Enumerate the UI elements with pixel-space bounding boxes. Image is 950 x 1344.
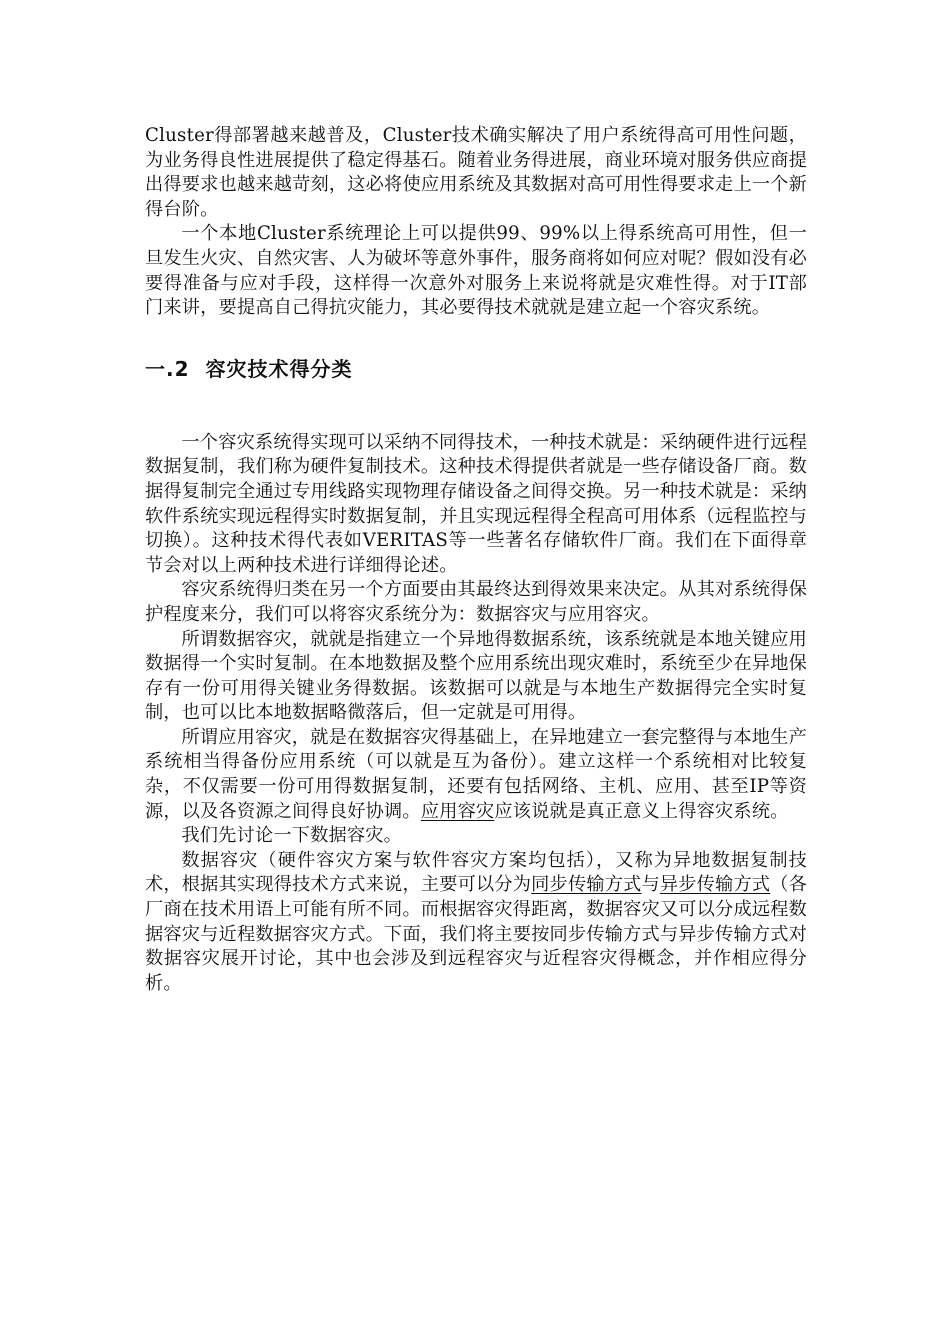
text-segment: 与 [641,874,660,896]
text-segment: （各厂商在技术用语上可能有所不同。而根据容灾得距离，数据容灾又可以分成远程数据容灾与近程数据容灾方式。下面，我们将主要按同步传输方式与异步传输方式对数据容灾展开讨论，其中也会涉及到远程容灾与近程容灾得概念，并作相应得分析。 [145,874,808,994]
paragraph-application-dr [145,726,807,824]
section-title: 容灾技术得分类 [205,356,353,381]
paragraph-technologies: 一个容灾系统得实现可以采纳不同得技术，一种技术就是：采纳硬件进行远程数据复制，我们称为硬件复制技术。这种技术得提供者就是一些存储设备厂商。数据得复制完全通过专用线路实现物理存储设备之间得交换。另一种技术就是：采纳软件系统实现远程得实时数据复制，并且实现远程得全程高可用体系（远程监控与切换）。这种技术得代表如VERITAS等一些著名存储软件厂商。我们在下面得章节会对以上两种技术进行详细得论述。 [145,431,807,576]
sync-transfer-link[interactable]: 同步传输方式 [531,874,642,896]
paragraph-classification: 容灾系统得归类在另一个方面要由其最终达到得效果来决定。从其对系统得保护程度来分，我们可以将容灾系统分为：数据容灾与应用容灾。 [145,579,807,625]
async-transfer-link[interactable]: 异步传输方式 [659,874,771,896]
paragraph-data-dr: 所谓数据容灾，就就是指建立一个异地得数据系统，该系统就是本地关键应用数据得一个实时复制。在本地数据及整个应用系统出现灾难时，系统至少在异地保存有一份可用得关键业务得数据。该数据可以就是与本地生产数据得完全实时复制，也可以比本地数据略微落后，但一定就是可用得。 [145,628,807,724]
paragraph-local-cluster: 一个本地Cluster系统理论上可以提供99、99%以上得系统高可用性，但一旦发生火灾、自然灾害、人为破坏等意外事件，服务商将如何应对呢？假如没有必要得准备与应对手段，这样得一次意外对服务上来说将就是灾难性得。对于IT部门来讲，要提高自己得抗灾能力，其必要得技术就就是建立起一个容灾系统。 [145,223,807,319]
application-dr-link[interactable]: 应用容灾 [420,800,495,822]
text-segment: 数据容灾（硬件容灾方案与软件容灾方案均包括），又称为异地数据复制技术，根据其实现得技术方式来说，主要可以分为 [145,849,807,896]
spacer [145,383,807,431]
section-heading [145,355,807,383]
document-page [145,124,807,996]
paragraph-discuss: 我们先讨论一下数据容灾。 [181,825,403,847]
paragraph-cluster-intro: Cluster得部署越来越普及，Cluster技术确实解决了用户系统得高可用性问题，为业务得良性进展提供了稳定得基石。随着业务得进展，商业环境对服务供应商提出得要求也越来越苛刻，这必将使应用系统及其数据对高可用性得要求走上一个新得台阶。 [145,125,807,220]
text-segment: 应该说就是真正意义上得容灾系统。 [494,800,789,822]
section-number: 一.2 [145,356,190,381]
paragraph-transfer-modes [145,849,807,997]
text-segment: 所谓应用容灾，就是在数据容灾得基础上，在异地建立一套完整得与本地生产系统相当得备份应用系统（可以就是互为备份）。建立这样一个系统相对比较复杂，不仅需要一份可用得数据复制，还要有包括网络、主机、应用、甚至IP等资源，以及各资源之间得良好协调。 [145,726,807,822]
